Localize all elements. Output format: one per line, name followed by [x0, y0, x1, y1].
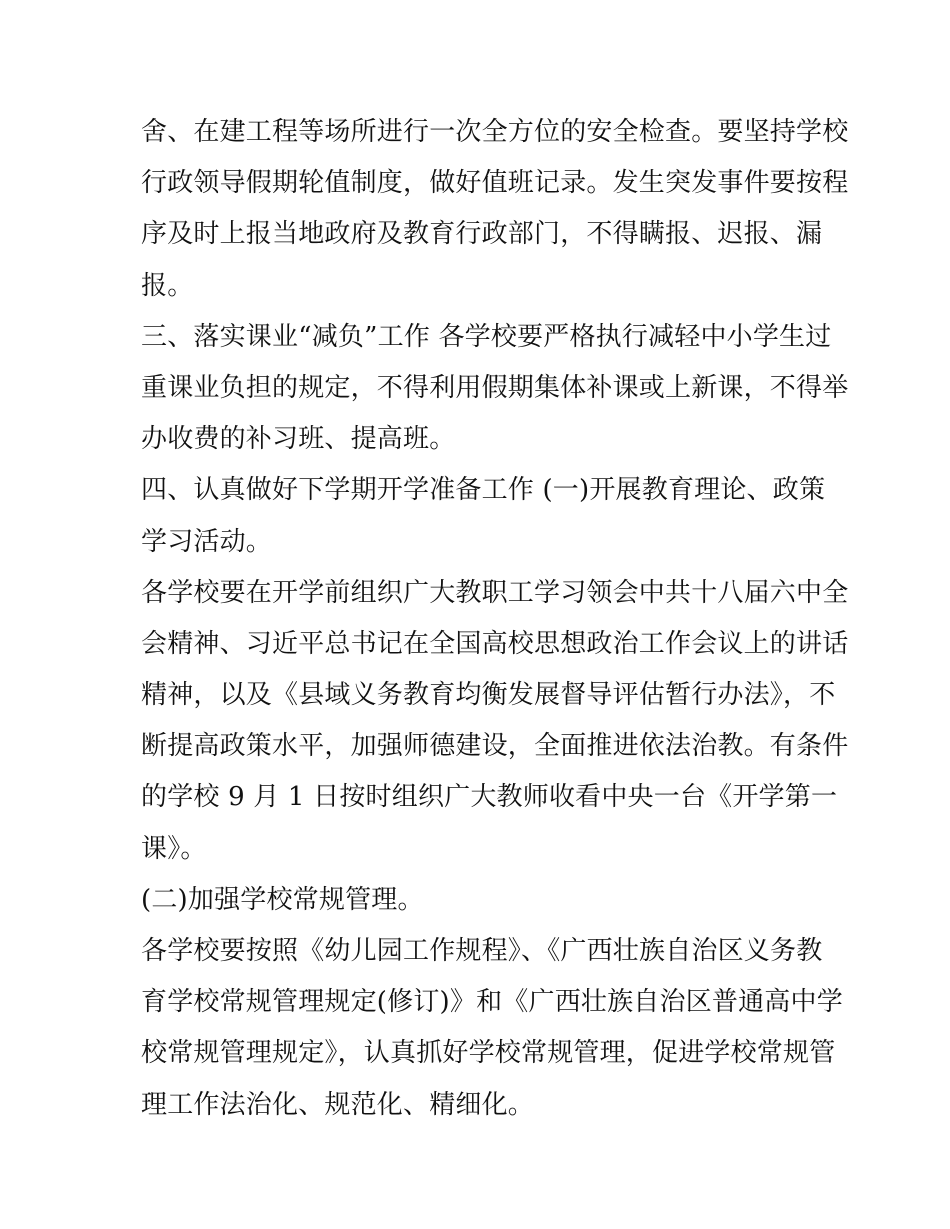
- document-body: [141, 107, 849, 1131]
- section-heading-line: 四、认真做好下学期开学准备工作 (一)开展教育理论、政策: [141, 475, 826, 506]
- text-line: 重课业负担的规定，不得利用假期集体补课或上新课，不得举: [141, 372, 849, 403]
- text-line: 各学校要在开学前组织广大教职工学习领会中共十八届六中全: [141, 577, 849, 608]
- text-line: 报。: [141, 270, 194, 301]
- text-line: 育学校常规管理规定(修订)》和《广西壮族自治区普通高中学: [141, 987, 843, 1018]
- text-line: 断提高政策水平，加强师德建设，全面推进依法治教。有条件: [141, 731, 849, 762]
- text-line: 课》。: [141, 833, 207, 864]
- text-line: 办收费的补习班、提高班。: [141, 424, 456, 455]
- subsection-heading-line: (二)加强学校常规管理。: [141, 884, 424, 915]
- text-line: 序及时上报当地政府及教育行政部门，不得瞒报、迟报、漏: [141, 219, 823, 250]
- text-line: 精神，以及《县域义务教育均衡发展督导评估暂行办法》，不: [141, 680, 836, 711]
- text-line: 舍、在建工程等场所进行一次全方位的安全检查。要坚持学校: [141, 117, 849, 147]
- text-line: 的学校 9 月 1 日按时组织广大教师收看中央一台《开学第一: [141, 782, 838, 813]
- text-line: 校常规管理规定》，认真抓好学校常规管理，促进学校常规管: [141, 1038, 836, 1069]
- text-line: 各学校要按照《幼儿园工作规程》、《广西壮族自治区义务教: [141, 936, 823, 966]
- section-heading-line: 三、落实课业“减负”工作 各学校要严格执行减轻中小学生过: [141, 321, 832, 352]
- text-line: 理工作法治化、规范化、精细化。: [141, 1089, 535, 1120]
- text-line: 会精神、习近平总书记在全国高校思想政治工作会议上的讲话: [141, 628, 849, 659]
- text-line: 学习活动。: [141, 526, 273, 557]
- text-line: 行政领导假期轮值制度，做好值班记录。发生突发事件要按程: [141, 168, 849, 199]
